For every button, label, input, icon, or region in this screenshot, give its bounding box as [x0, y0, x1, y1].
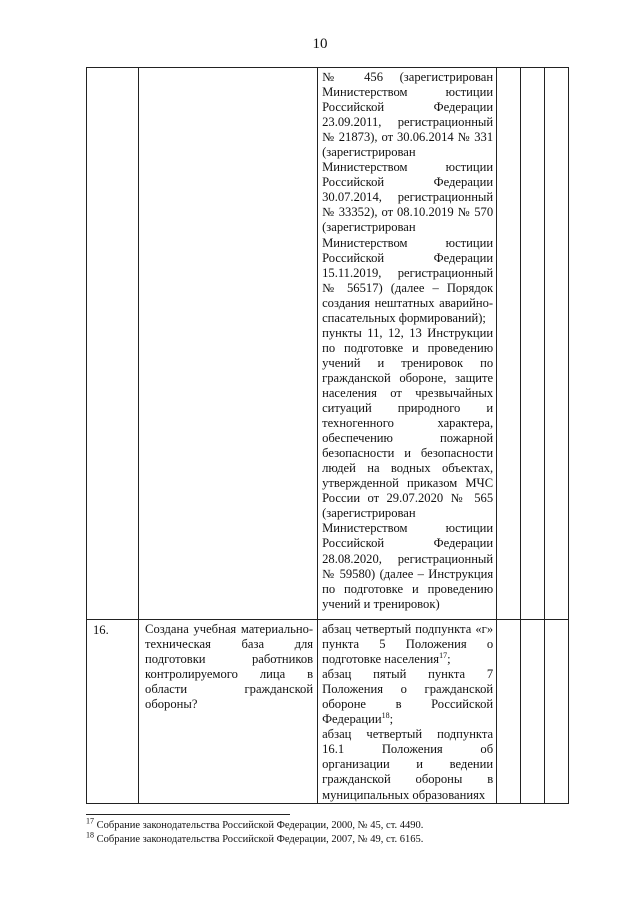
- footnotes: [86, 816, 566, 847]
- checklist-table: [86, 67, 569, 804]
- question-cell: [139, 68, 318, 620]
- footnote-text: Собрание законодательства Российской Федерации, 2000, № 45, ст. 4490.: [96, 820, 424, 831]
- answer-yes-cell: [497, 68, 521, 620]
- table-row: [87, 68, 569, 620]
- answer-yes-cell: [497, 620, 521, 804]
- footnote-ref: 18: [381, 711, 390, 721]
- footnote-marker: 17: [86, 816, 94, 826]
- row-number-cell: [87, 68, 139, 620]
- reference-text-part: абзац четвертый подпункта «г» пункта 5 Положения о подготовке населения: [322, 622, 494, 667]
- footnote-text: Собрание законодательства Российской Федерации, 2007, № 49, ст. 6165.: [96, 834, 424, 845]
- footnote-marker: 18: [86, 830, 94, 840]
- footnote: [86, 816, 566, 833]
- references-cell: [318, 620, 497, 804]
- references-cell: [318, 68, 497, 620]
- footnote: [86, 830, 566, 847]
- answer-no-cell: [521, 620, 545, 804]
- reference-text-part: ; абзац пятый пункта 7 Положения о гражданской обороне в Российской Федерации: [322, 652, 494, 727]
- question-cell: Создана учебная материально-техническая база для подготовки работников контролируемого лица в области гражданской обороны?: [139, 620, 318, 804]
- page-number: 10: [312, 36, 328, 52]
- footnote-ref: 17: [439, 650, 448, 660]
- footnote-divider: [86, 814, 290, 815]
- answer-na-cell: [545, 620, 569, 804]
- references-text: № 456 (зарегистрирован Министерством юстиции Российской Федерации 23.09.2011, регистрационный № 21873), от 30.06.2014 № 331 (зарегистрирован Министерством юстиции Российской Федерации 30.07.2014, регистрационный № 33352), от 08.10.2019 № 570 (зарегистрирован Министерством юстиции Российской Федерации 15.11.2019, регистрационный № 56517) (далее – Порядок создания нештатных аварийно-спасательных формирований); пункты 11, 12, 13 Инструкции по подготовке и проведению учений и тренировок по гражданской обороне, защите населения от чрезвычайных ситуаций природного и техногенного характера, обеспечению пожарной безопасности и безопасности людей на водных объектах, утвержденной приказом МЧС России от 29.07.2020 № 565 (зарегистрирован Министерством юстиции Российской Федерации 28.08.2020, регистрационный № 59580) (далее – Инструкция по подготовке и проведению учений и тренировок): [322, 70, 494, 611]
- reference-text-part: ; абзац четвертый подпункта 16.1 Положения об организации и ведении гражданской обороны в муниципальных образованиях: [322, 712, 494, 802]
- table-row: [87, 620, 569, 804]
- row-number-cell: 16.: [87, 620, 139, 804]
- answer-na-cell: [545, 68, 569, 620]
- answer-no-cell: [521, 68, 545, 620]
- references-text: [322, 622, 493, 803]
